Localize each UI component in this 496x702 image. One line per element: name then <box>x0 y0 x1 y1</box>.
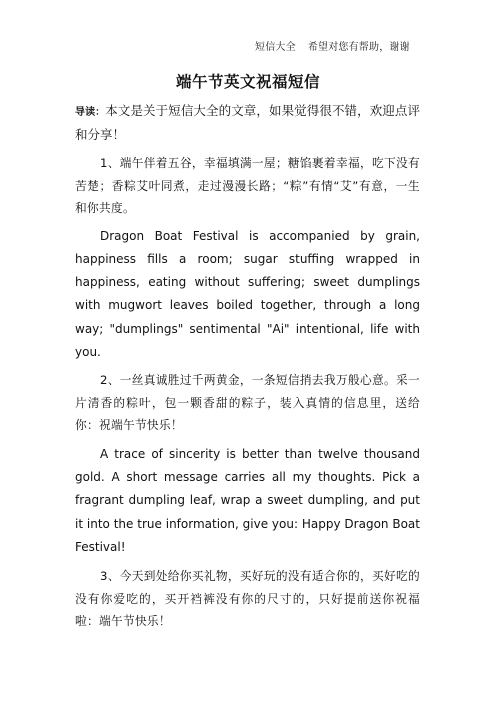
header-note: 希望对您有帮助，谢谢 <box>307 42 410 53</box>
paragraph-2-chinese: 2、一丝真诚胜过千两黄金，一条短信捎去我万般心意。采一片清香的粽叶，包一颗香甜的粽子，装入真情的信息里，送给你：祝端午节快乐！ <box>75 373 420 433</box>
intro-text: 本文是关于短信大全的文章，如果觉得很不错，欢迎点评和分享！ <box>75 103 420 142</box>
paragraph-2-english: A trace of sincerity is better than twelve thousand gold. A short message carries all my thoughts. Pick a fragrant dumpling leaf, wrap a sweet dumpling, and put it into the true information, give you: Happy Dragon Boat Festival! <box>75 446 420 554</box>
paragraph-1-english: Dragon Boat Festival is accompanied by grain, happiness fills a room; sugar stuffing wrapped in happiness, eating without suffering; sweet dumplings with mugwort leaves boiled together, through a long way; "dumplings" sentimental "Ai" intentional, life with you. <box>75 228 420 359</box>
intro-paragraph <box>75 100 420 146</box>
page-header <box>255 38 410 53</box>
header-site-name: 短信大全 <box>255 42 296 53</box>
intro-lead-label: 导读： <box>75 107 106 118</box>
paragraph-1-chinese: 1、端午伴着五谷，幸福填满一屋；糖馅裹着幸福，吃下没有苦楚；香粽艾叶同煮，走过漫漫长路；“粽”有情“艾”有意，一生和你共度。 <box>75 156 420 215</box>
document-body <box>75 100 420 633</box>
paragraph-3-chinese: 3、今天到处给你买礼物，买好玩的没有适合你的，买好吃的没有你爱吃的，买开裆裤没有你的尺寸的，只好提前送你祝福啦：端午节快乐！ <box>75 569 420 629</box>
document-title: 端午节英文祝福短信 <box>175 73 320 91</box>
